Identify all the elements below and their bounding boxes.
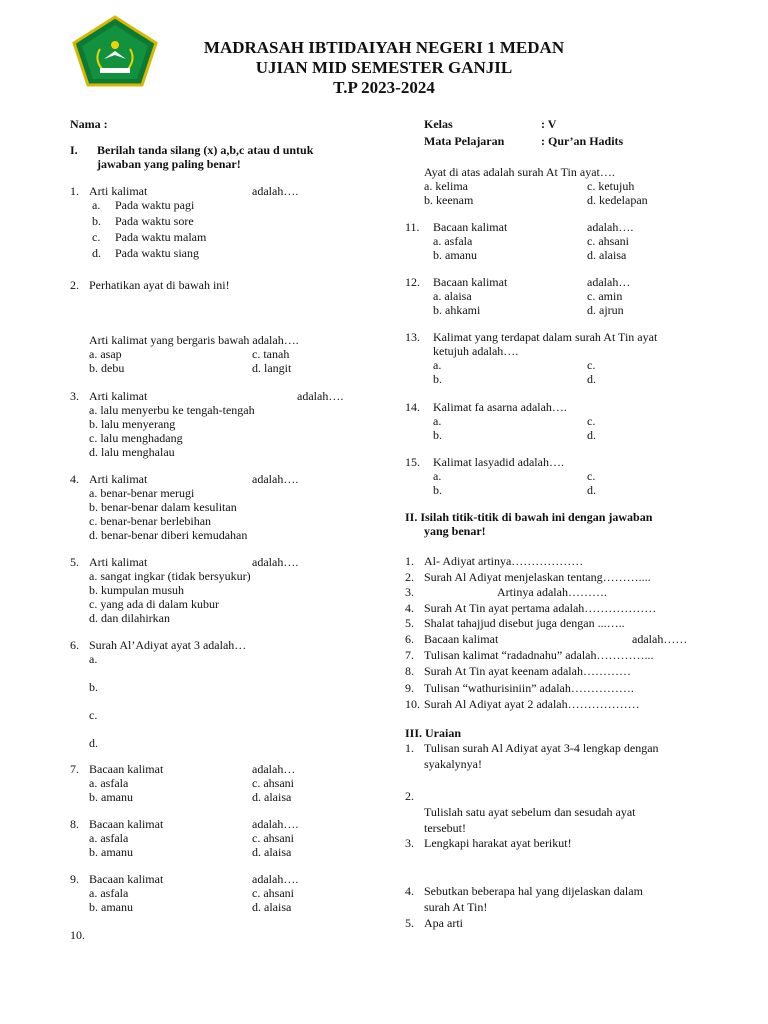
essay-question: tersebut! [424, 821, 466, 835]
fill-number: 3. [405, 585, 414, 599]
q3-number: 3. [70, 389, 79, 403]
fill-item: Al- Adiyat artinya……………… [424, 554, 584, 568]
q1-option-c: Pada waktu malam [115, 230, 207, 244]
q5-option-b: b. kumpulan musuh [89, 583, 184, 597]
fill-number: 9. [405, 681, 414, 695]
q7-option-b: b. amanu [89, 790, 133, 804]
q3-text: Arti kalimat [89, 389, 148, 403]
q15-option-b: b. [433, 483, 442, 497]
fill-number: 7. [405, 648, 414, 662]
q9-number: 9. [70, 872, 79, 886]
q8-tail: adalah…. [252, 817, 299, 831]
subject-label: Mata Pelajaran [424, 134, 505, 148]
q11-option-a: a. asfala [433, 234, 473, 248]
q2-option-b: b. debu [89, 361, 125, 375]
q13-text: Kalimat yang terdapat dalam surah At Tin ayat [433, 330, 658, 344]
q3-option-b: b. lalu menyerang [89, 417, 176, 431]
q9-option-d: d. alaisa [252, 900, 292, 914]
q13-text: ketujuh adalah…. [433, 344, 519, 358]
q5-option-a: a. sangat ingkar (tidak bersyukur) [89, 569, 251, 583]
q2-option-c: c. tanah [252, 347, 290, 361]
essay-number: 2. [405, 789, 414, 803]
fill-item: Surah Al Adiyat ayat 2 adalah……………… [424, 697, 640, 711]
q6-option-d: d. [89, 736, 98, 750]
q11-text: Bacaan kalimat [433, 220, 508, 234]
name-label: Nama : [70, 117, 108, 131]
fill-item: Surah Al Adiyat menjelaskan tentang……….... [424, 570, 651, 584]
fill-number: 4. [405, 601, 414, 615]
class-label: Kelas [424, 117, 453, 131]
q9-option-b: b. amanu [89, 900, 133, 914]
q10-text: Ayat di atas adalah surah At Tin ayat…. [424, 165, 615, 179]
essay-question: syakalynya! [424, 757, 482, 771]
school-name: MADRASAH IBTIDAIYAH NEGERI 1 MEDAN [203, 38, 565, 57]
q13-option-c: c. [587, 358, 596, 372]
q7-option-d: d. alaisa [252, 790, 292, 804]
subject-value: : Qur’an Hadits [541, 134, 624, 148]
q1-option-d-letter: d. [92, 246, 101, 260]
q6-option-c: c. [89, 708, 98, 722]
essay-number: 3. [405, 836, 414, 850]
q4-option-b: b. benar-benar dalam kesulitan [89, 500, 237, 514]
q7-text: Bacaan kalimat [89, 762, 164, 776]
fill-item: Surah At Tin ayat keenam adalah………… [424, 664, 631, 678]
section-1-instruction: jawaban yang paling benar! [97, 157, 241, 171]
q12-option-c: c. amin [587, 289, 623, 303]
fill-number: 1. [405, 554, 414, 568]
q5-text: Arti kalimat [89, 555, 148, 569]
q12-text: Bacaan kalimat [433, 275, 508, 289]
q6-option-b: b. [89, 680, 98, 694]
q7-number: 7. [70, 762, 79, 776]
q8-option-b: b. amanu [89, 845, 133, 859]
q7-option-a: a. asfala [89, 776, 129, 790]
q1-number: 1. [70, 184, 79, 198]
q13-option-d: d. [587, 372, 596, 386]
essay-question: Tulislah satu ayat sebelum dan sesudah ayat [424, 805, 636, 819]
q14-number: 14. [405, 400, 420, 414]
fill-item: Tulisan “wathurisiniin” adalah……………. [424, 681, 634, 695]
q12-number: 12. [405, 275, 420, 289]
q12-tail: adalah… [587, 275, 631, 289]
q10-option-a: a. kelima [424, 179, 468, 193]
q3-option-a: a. lalu menyerbu ke tengah-tengah [89, 403, 255, 417]
essay-number: 5. [405, 916, 414, 930]
q3-tail: adalah…. [297, 389, 344, 403]
q1-option-b: Pada waktu sore [115, 214, 194, 228]
q14-option-d: d. [587, 428, 596, 442]
q7-option-c: c. ahsani [252, 776, 294, 790]
q10-option-c: c. ketujuh [587, 179, 635, 193]
section-2-instruction: II. Isilah titik-titik di bawah ini dengan jawaban [405, 510, 653, 524]
q13-option-a: a. [433, 358, 442, 372]
section-1-number: I. [70, 143, 78, 157]
q1-option-d: Pada waktu siang [115, 246, 199, 260]
q13-option-b: b. [433, 372, 442, 386]
q8-text: Bacaan kalimat [89, 817, 164, 831]
essay-question: surah At Tin! [424, 900, 488, 914]
q14-option-b: b. [433, 428, 442, 442]
fill-item-tail: adalah…… [632, 632, 688, 646]
q2-option-a: a. asap [89, 347, 122, 361]
q4-number: 4. [70, 472, 79, 486]
q12-option-b: b. ahkami [433, 303, 481, 317]
q8-option-a: a. asfala [89, 831, 129, 845]
q5-tail: adalah…. [252, 555, 299, 569]
fill-item: Surah At Tin ayat pertama adalah……………… [424, 601, 657, 615]
q2-text: Perhatikan ayat di bawah ini! [89, 278, 230, 292]
q4-tail: adalah…. [252, 472, 299, 486]
class-value: : V [541, 117, 557, 131]
q1-tail: adalah…. [252, 184, 299, 198]
fill-number: 10. [405, 697, 420, 711]
q13-number: 13. [405, 330, 420, 344]
q7-tail: adalah… [252, 762, 296, 776]
q4-text: Arti kalimat [89, 472, 148, 486]
essay-question: Sebutkan beberapa hal yang dijelaskan dalam [424, 884, 643, 898]
fill-number: 5. [405, 616, 414, 630]
essay-question: Tulisan surah Al Adiyat ayat 3-4 lengkap dengan [424, 741, 659, 755]
q5-option-c: c. yang ada di dalam kubur [89, 597, 219, 611]
q1-option-a: Pada waktu pagi [115, 198, 195, 212]
q15-text: Kalimat lasyadid adalah…. [433, 455, 564, 469]
q14-option-a: a. [433, 414, 442, 428]
fill-item: Tulisan kalimat “radadnahu” adalah…………... [424, 648, 654, 662]
q14-option-c: c. [587, 414, 596, 428]
q3-option-c: c. lalu menghadang [89, 431, 183, 445]
section-2-instruction: yang benar! [424, 524, 486, 538]
q10-option-d: d. kedelapan [587, 193, 648, 207]
q5-option-d: d. dan dilahirkan [89, 611, 170, 625]
school-year: T.P 2023-2024 [333, 78, 435, 97]
q6-text: Surah Al’Adiyat ayat 3 adalah… [89, 638, 247, 652]
q11-option-b: b. amanu [433, 248, 477, 262]
q10-option-b: b. keenam [424, 193, 474, 207]
q8-number: 8. [70, 817, 79, 831]
q14-text: Kalimat fa asarna adalah…. [433, 400, 567, 414]
q15-number: 15. [405, 455, 420, 469]
essay-number: 4. [405, 884, 414, 898]
q9-tail: adalah…. [252, 872, 299, 886]
q15-option-a: a. [433, 469, 442, 483]
q9-text: Bacaan kalimat [89, 872, 164, 886]
q4-option-a: a. benar-benar merugi [89, 486, 195, 500]
section-3-title: III. Uraian [405, 726, 462, 740]
q6-option-a: a. [89, 652, 98, 666]
q10-number: 10. [70, 928, 85, 942]
essay-number: 1. [405, 741, 414, 755]
q6-number: 6. [70, 638, 79, 652]
fill-item: Artinya adalah………. [497, 585, 607, 599]
q11-number: 11. [405, 220, 420, 234]
fill-number: 2. [405, 570, 414, 584]
essay-question: Lengkapi harakat ayat berikut! [424, 836, 572, 850]
fill-item: Bacaan kalimat [424, 632, 499, 646]
fill-number: 8. [405, 664, 414, 678]
q12-option-a: a. alaisa [433, 289, 472, 303]
section-1-instruction: Berilah tanda silang (x) a,b,c atau d untuk [97, 143, 314, 157]
q2-option-d: d. langit [252, 361, 292, 375]
q12-option-d: d. ajrun [587, 303, 624, 317]
q11-option-d: d. alaisa [587, 248, 627, 262]
q3-option-d: d. lalu menghalau [89, 445, 175, 459]
q9-option-a: a. asfala [89, 886, 129, 900]
q4-option-d: d. benar-benar diberi kemudahan [89, 528, 248, 542]
q2-number: 2. [70, 278, 79, 292]
q11-tail: adalah…. [587, 220, 634, 234]
q5-number: 5. [70, 555, 79, 569]
q15-option-c: c. [587, 469, 596, 483]
q1-option-c-letter: c. [92, 230, 101, 244]
q8-option-c: c. ahsani [252, 831, 294, 845]
q1-text: Arti kalimat [89, 184, 148, 198]
exam-title: UJIAN MID SEMESTER GANJIL [255, 58, 513, 77]
q9-option-c: c. ahsani [252, 886, 294, 900]
q2-subtext: Arti kalimat yang bergaris bawah adalah…. [89, 333, 299, 347]
q1-option-b-letter: b. [92, 214, 101, 228]
q8-option-d: d. alaisa [252, 845, 292, 859]
q1-option-a-letter: a. [92, 198, 101, 212]
q15-option-d: d. [587, 483, 596, 497]
q4-option-c: c. benar-benar berlebihan [89, 514, 212, 528]
q11-option-c: c. ahsani [587, 234, 629, 248]
fill-item: Shalat tahajjud disebut juga dengan ...….. [424, 616, 625, 630]
essay-question: Apa arti [424, 916, 463, 930]
fill-number: 6. [405, 632, 414, 646]
